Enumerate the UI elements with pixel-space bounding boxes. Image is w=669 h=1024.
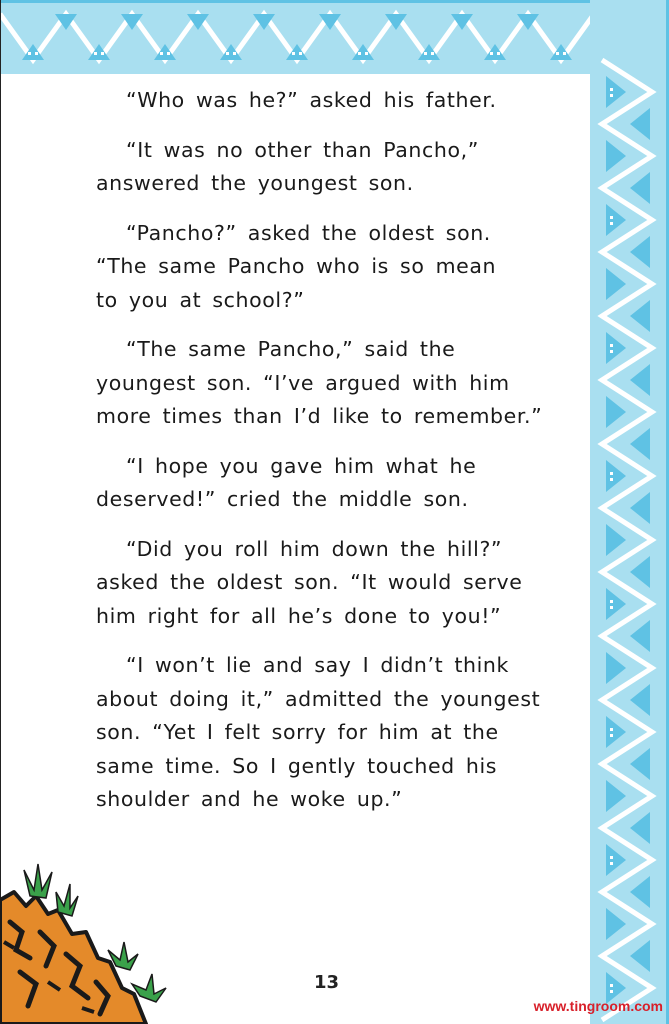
text-line: “Who was he?” asked his father. <box>126 88 497 112</box>
text-line: more times than I’d like to remember.” <box>96 404 543 428</box>
text-line: asked the oldest son. “It would serve <box>96 570 523 594</box>
story-text <box>96 84 566 833</box>
decorative-right-border <box>590 0 669 1024</box>
text-line: “The same Pancho who is so mean <box>96 254 497 278</box>
text-line: to you at school?” <box>96 287 305 312</box>
text-line: answered the youngest son. <box>96 171 414 195</box>
paragraph <box>96 134 566 201</box>
page-number: 13 <box>313 972 340 993</box>
text-line: deserved!” cried the middle son. <box>96 487 469 511</box>
decorative-top-border <box>0 0 669 74</box>
text-line: “It was no other than Pancho,” <box>126 137 479 162</box>
text-line: son. “Yet I felt sorry for him at the <box>96 720 499 744</box>
text-line: “The same Pancho,” said the <box>126 337 456 361</box>
paragraph <box>96 217 566 318</box>
text-line: “Pancho?” asked the oldest son. <box>126 220 491 245</box>
rock-and-grass-illustration <box>0 862 180 1024</box>
text-line: “I won’t lie and say I didn’t think <box>126 653 509 677</box>
text-line: about doing it,” admitted the youngest <box>96 686 541 711</box>
text-line: shoulder and he woke up.” <box>96 787 403 811</box>
text-line: same time. So I gently touched his <box>96 753 498 778</box>
paragraph <box>96 533 566 634</box>
paragraph <box>96 333 566 434</box>
paragraph <box>96 450 566 517</box>
text-line: “I hope you gave him what he <box>126 453 477 478</box>
text-line: youngest son. “I’ve argued with him <box>96 370 510 395</box>
paragraph <box>96 649 566 817</box>
paragraph <box>96 84 566 118</box>
text-line: “Did you roll him down the hill?” <box>126 536 503 561</box>
watermark-text: www.tingroom.com <box>533 998 663 1014</box>
text-line: him right for all he’s done to you!” <box>96 603 502 628</box>
